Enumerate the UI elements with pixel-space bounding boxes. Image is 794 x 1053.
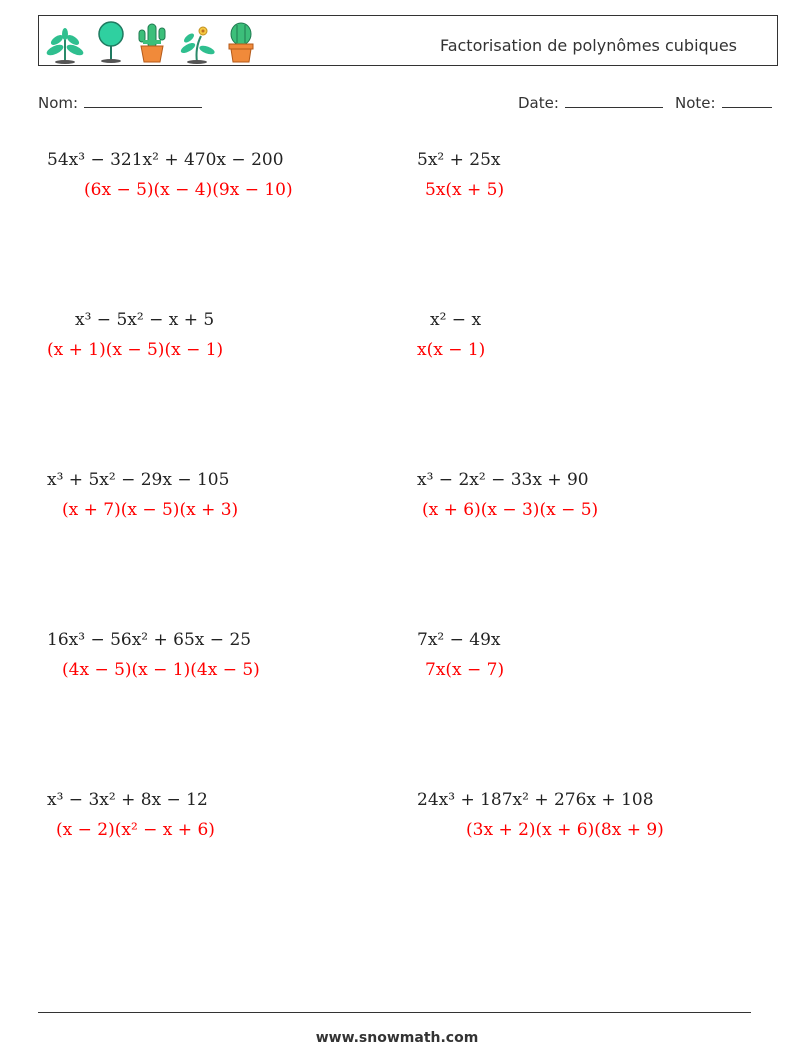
name-field: [38, 93, 202, 112]
cactus-pot-icon: [135, 20, 169, 64]
problem-answer: (4x − 5)(x − 1)(4x − 5): [62, 660, 260, 680]
flowering-plant-icon: [177, 20, 217, 64]
problem-answer: x(x − 1): [417, 340, 486, 360]
problem-answer: 5x(x + 5): [425, 180, 505, 200]
problem-question: x³ − 5x² − x + 5: [75, 310, 215, 330]
problem-answer: (6x − 5)(x − 4)(9x − 10): [84, 180, 293, 200]
problem-answer: 7x(x − 7): [425, 660, 505, 680]
problem-answer: (x + 7)(x − 5)(x + 3): [62, 500, 239, 520]
problem-answer: (x + 1)(x − 5)(x − 1): [47, 340, 224, 360]
problem-question: x³ − 2x² − 33x + 90: [417, 470, 589, 490]
problem-question: 7x² − 49x: [417, 630, 501, 650]
date-field: [518, 93, 663, 112]
problem-question: 5x² + 25x: [417, 150, 501, 170]
date-label: Date:: [518, 94, 559, 112]
sprout-icon: [43, 24, 87, 64]
grade-label: Note:: [675, 94, 716, 112]
footer-divider: [38, 1012, 751, 1013]
name-blank[interactable]: [84, 93, 202, 108]
problem-question: x³ + 5x² − 29x − 105: [47, 470, 230, 490]
footer-url[interactable]: www.snowmath.com: [315, 1030, 479, 1046]
problem-question: 54x³ − 321x² + 470x − 200: [47, 150, 284, 170]
page-title: Factorisation de polynômes cubiques: [439, 36, 737, 55]
grade-field: [675, 93, 772, 112]
problem-answer: (x − 2)(x² − x + 6): [56, 820, 215, 840]
problem-question: x² − x: [430, 310, 482, 330]
problem-question: 24x³ + 187x² + 276x + 108: [417, 790, 654, 810]
problem-answer: (3x + 2)(x + 6)(8x + 9): [466, 820, 664, 840]
potted-cactus-icon: [225, 20, 257, 64]
problem-question: 16x³ − 56x² + 65x − 25: [47, 630, 252, 650]
grade-blank[interactable]: [722, 93, 772, 108]
tree-icon: [95, 20, 127, 64]
problem-answer: (x + 6)(x − 3)(x − 5): [422, 500, 599, 520]
problem-question: x³ − 3x² + 8x − 12: [47, 790, 208, 810]
name-label: Nom:: [38, 94, 79, 112]
plant-icons: [43, 20, 257, 64]
date-blank[interactable]: [565, 93, 663, 108]
header-box: [38, 15, 778, 66]
